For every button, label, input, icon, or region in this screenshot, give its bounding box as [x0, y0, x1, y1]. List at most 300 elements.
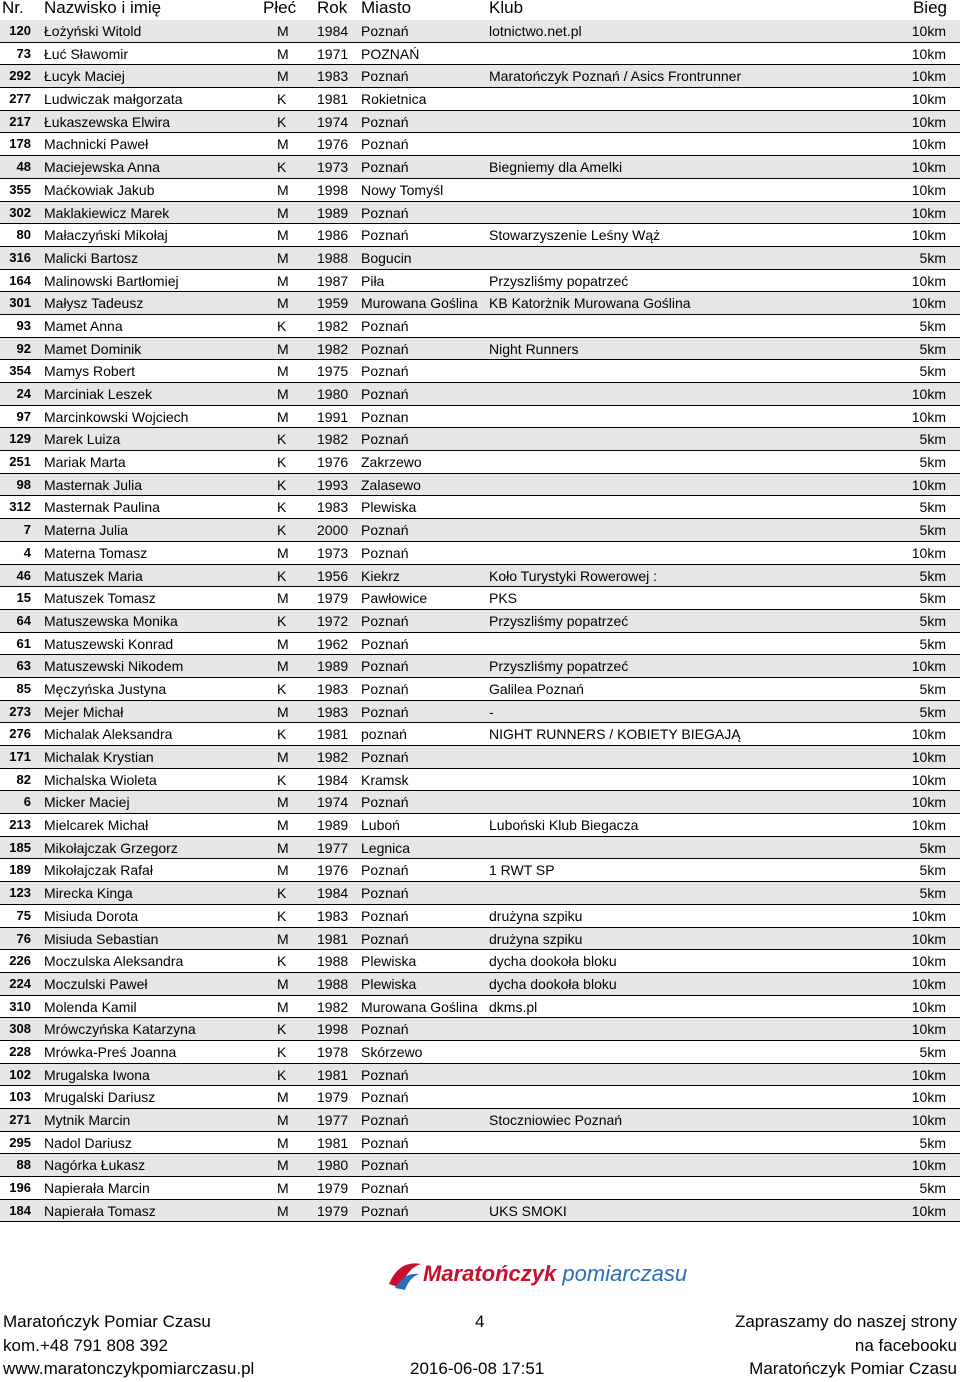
cell-distance: 10km: [911, 45, 946, 62]
cell-year: 1981: [317, 930, 349, 947]
cell-name: Marek Luiza: [44, 431, 121, 448]
cell-name: Ludwiczak małgorzata: [44, 91, 183, 108]
cell-name: Małaczyński Mikołaj: [44, 227, 168, 244]
cell-year: 1986: [317, 227, 349, 244]
cell-name: Materna Julia: [44, 522, 129, 539]
footer-facebook: na facebooku: [854, 1336, 957, 1355]
footer-datetime: 2016-06-08 17:51: [410, 1359, 545, 1378]
cell-distance: 5km: [919, 317, 946, 334]
cell-nr: 46: [16, 567, 31, 583]
cell-sex: K: [277, 771, 287, 788]
cell-year: 1988: [317, 249, 349, 266]
cell-name: Malinowski Bartłomiej: [44, 272, 179, 289]
table-row: [0, 769, 960, 792]
cell-sex: M: [277, 1112, 289, 1128]
cell-city: Poznań: [361, 658, 409, 675]
cell-club: drużyna szpiku: [489, 930, 583, 947]
cell-name: Michalak Krystian: [44, 749, 154, 765]
cell-nr: 7: [23, 522, 31, 538]
cell-club: UKS SMOKI: [489, 1202, 567, 1219]
cell-sex: M: [277, 975, 289, 992]
cell-distance: 10km: [911, 726, 946, 743]
table-row: [0, 905, 960, 928]
cell-nr: 73: [16, 45, 31, 61]
cell-nr: 4: [23, 544, 31, 560]
cell-year: 1976: [317, 454, 349, 471]
table-row: [0, 496, 960, 519]
cell-club: drużyna szpiku: [489, 907, 583, 924]
cell-distance: 10km: [911, 658, 946, 675]
header-club: Klub: [489, 0, 524, 17]
cell-year: 2000: [317, 522, 349, 539]
header-dist: Bieg: [912, 0, 947, 17]
cell-city: Piła: [361, 272, 385, 289]
cell-city: Poznań: [361, 1066, 409, 1083]
cell-distance: 10km: [911, 544, 946, 561]
header-nr: Nr.: [2, 0, 24, 17]
cell-city: Poznań: [361, 317, 409, 334]
cell-nr: 88: [16, 1157, 31, 1173]
footer-company: Maratończyk Pomiar Czasu: [3, 1312, 211, 1331]
cell-name: Matuszek Tomasz: [44, 590, 156, 607]
footer-phone: kom.+48 791 808 392: [3, 1336, 168, 1355]
cell-year: 1981: [317, 726, 349, 743]
cell-name: Maćkowiak Jakub: [44, 181, 155, 198]
cell-distance: 10km: [911, 794, 946, 811]
cell-year: 1988: [317, 975, 349, 992]
cell-name: Micker Maciej: [44, 794, 130, 811]
cell-distance: 10km: [911, 930, 946, 947]
cell-city: Poznań: [361, 340, 409, 357]
table-row: [0, 338, 960, 361]
cell-sex: M: [277, 794, 289, 811]
cell-sex: K: [277, 885, 287, 902]
table-row: [0, 837, 960, 860]
cell-distance: 5km: [919, 885, 946, 902]
cell-city: Poznań: [361, 363, 409, 380]
cell-club: Luboński Klub Biegacza: [489, 817, 639, 834]
cell-year: 1983: [317, 907, 349, 924]
cell-nr: 189: [9, 862, 31, 878]
table-row: [0, 633, 960, 656]
cell-sex: M: [277, 340, 289, 357]
table-row: [0, 1064, 960, 1087]
cell-nr: 171: [9, 749, 31, 764]
cell-nr: 273: [9, 703, 31, 719]
cell-year: 1971: [317, 45, 349, 62]
cell-nr: 271: [9, 1112, 31, 1127]
cell-distance: 5km: [919, 363, 946, 380]
cell-city: Poznań: [361, 113, 409, 130]
cell-year: 1998: [317, 181, 349, 198]
cell-name: Mytnik Marcin: [44, 1112, 131, 1128]
cell-club: Night Runners: [489, 340, 579, 357]
cell-club: Przyszliśmy popatrzeć: [489, 272, 629, 289]
cell-distance: 10km: [911, 272, 946, 289]
cell-sex: M: [277, 635, 289, 652]
cell-distance: 10km: [911, 295, 946, 312]
cell-distance: 10km: [911, 408, 946, 425]
table-row: [0, 655, 960, 678]
cell-city: Kiekrz: [361, 567, 400, 584]
table-row: [0, 1132, 960, 1155]
table-row: [0, 65, 960, 88]
cell-sex: K: [277, 726, 287, 743]
table-row: [0, 111, 960, 134]
cell-year: 1984: [317, 771, 349, 788]
cell-nr: 316: [9, 249, 31, 265]
cell-nr: 80: [16, 227, 31, 243]
table-row: [0, 701, 960, 724]
cell-distance: 5km: [919, 431, 946, 448]
cell-city: Poznań: [361, 1021, 409, 1038]
cell-nr: 98: [16, 476, 31, 492]
cell-distance: 10km: [911, 159, 946, 176]
cell-sex: K: [277, 1043, 287, 1060]
cell-year: 1983: [317, 68, 349, 85]
cell-sex: M: [277, 363, 289, 380]
cell-distance: 10km: [911, 476, 946, 493]
cell-city: Poznań: [361, 885, 409, 902]
cell-name: Misiuda Dorota: [44, 907, 139, 924]
cell-nr: 64: [16, 612, 31, 628]
cell-club: Przyszliśmy popatrzeć: [489, 658, 629, 675]
table-row: [0, 973, 960, 996]
cell-year: 1981: [317, 1066, 349, 1083]
cell-sex: M: [277, 817, 289, 834]
cell-city: Plewiska: [361, 975, 417, 992]
cell-sex: K: [277, 431, 287, 448]
cell-distance: 10km: [911, 998, 946, 1015]
cell-city: Poznań: [361, 1089, 409, 1106]
cell-nr: 276: [9, 726, 31, 742]
cell-nr: 217: [9, 113, 31, 129]
cell-city: Poznań: [361, 227, 409, 244]
cell-name: Matuszewska Monika: [44, 612, 178, 629]
cell-year: 1974: [317, 794, 349, 811]
table-row: [0, 292, 960, 315]
cell-name: Łukaszewska Elwira: [44, 113, 171, 130]
cell-city: Poznań: [361, 1180, 409, 1197]
cell-year: 1979: [317, 1089, 349, 1106]
cell-city: Poznań: [361, 386, 409, 402]
cell-name: Malicki Bartosz: [44, 249, 139, 266]
cell-nr: 226: [9, 953, 31, 969]
cell-city: Skórzewo: [361, 1043, 423, 1060]
cell-sex: M: [277, 1134, 289, 1151]
cell-sex: M: [277, 45, 289, 62]
cell-nr: 93: [16, 317, 31, 333]
cell-distance: 10km: [911, 386, 946, 402]
table-row: [0, 1154, 960, 1177]
cell-distance: 10km: [911, 975, 946, 992]
cell-sex: K: [277, 91, 287, 108]
table-row: [0, 928, 960, 951]
table-row: [0, 746, 960, 769]
cell-year: 1978: [317, 1043, 349, 1060]
cell-distance: 10km: [911, 817, 946, 834]
cell-name: Maklakiewicz Marek: [44, 204, 170, 221]
cell-year: 1962: [317, 635, 349, 652]
table-row: [0, 519, 960, 542]
cell-nr: 224: [9, 975, 31, 991]
table-row: [0, 474, 960, 497]
cell-sex: M: [277, 930, 289, 947]
table-row: [0, 247, 960, 270]
cell-name: Matuszewski Konrad: [44, 635, 174, 652]
table-row: [0, 1086, 960, 1109]
cell-distance: 10km: [911, 113, 946, 130]
cell-name: Mrugalska Iwona: [44, 1066, 150, 1083]
cell-sex: K: [277, 907, 287, 924]
cell-sex: M: [277, 998, 289, 1015]
cell-name: Masternak Paulina: [44, 499, 160, 516]
footer-invite: Zapraszamy do naszej strony: [734, 1312, 957, 1331]
logo-text: Maratończyk pomiarczasu: [423, 1261, 688, 1286]
cell-nr: 185: [9, 839, 31, 855]
cell-distance: 10km: [911, 68, 946, 85]
cell-distance: 5km: [919, 635, 946, 652]
cell-year: 1972: [317, 612, 349, 629]
cell-nr: 213: [9, 817, 31, 833]
cell-nr: 310: [9, 998, 31, 1014]
cell-distance: 5km: [919, 1134, 946, 1151]
cell-city: Poznań: [361, 23, 409, 39]
cell-year: 1973: [317, 159, 349, 176]
cell-city: Zalasewo: [361, 476, 421, 493]
cell-nr: 123: [9, 885, 31, 901]
cell-club: Przyszliśmy popatrzeć: [489, 612, 629, 629]
cell-sex: K: [277, 953, 287, 970]
cell-city: Poznań: [361, 136, 409, 153]
cell-sex: M: [277, 136, 289, 153]
cell-nr: 92: [16, 340, 31, 356]
cell-sex: M: [277, 839, 289, 856]
cell-city: Poznań: [361, 930, 409, 947]
cell-distance: 10km: [911, 227, 946, 244]
cell-sex: M: [277, 181, 289, 198]
cell-sex: M: [277, 658, 289, 675]
table-row: [0, 542, 960, 565]
table-row: [0, 791, 960, 814]
cell-nr: 228: [9, 1043, 31, 1059]
cell-city: Rokietnica: [361, 91, 427, 108]
cell-name: Mariak Marta: [44, 454, 126, 471]
footer-website: www.maratonczykpomiarczasu.pl: [3, 1359, 255, 1378]
table-row: [0, 156, 960, 179]
cell-sex: M: [277, 1157, 289, 1174]
cell-sex: K: [277, 113, 287, 130]
cell-name: Męczyńska Justyna: [44, 680, 167, 697]
table-row: [0, 1109, 960, 1132]
cell-year: 1980: [317, 386, 349, 402]
cell-sex: M: [277, 227, 289, 244]
table-row: [0, 88, 960, 111]
cell-name: Matuszek Maria: [44, 567, 143, 584]
cell-nr: 24: [16, 386, 31, 401]
table-row: [0, 270, 960, 293]
cell-name: Mrówka-Preś Joanna: [44, 1043, 177, 1060]
cell-city: Poznań: [361, 794, 409, 811]
cell-year: 1975: [317, 363, 349, 380]
cell-distance: 5km: [919, 612, 946, 629]
cell-year: 1982: [317, 431, 349, 448]
cell-sex: K: [277, 522, 287, 539]
cell-name: Masternak Julia: [44, 476, 143, 493]
cell-year: 1979: [317, 1202, 349, 1219]
cell-sex: M: [277, 408, 289, 425]
cell-name: Mamet Dominik: [44, 340, 142, 357]
runner-logo-icon: [385, 1254, 425, 1294]
table-row: [0, 565, 960, 588]
cell-city: Poznań: [361, 204, 409, 221]
cell-nr: 6: [23, 794, 31, 810]
table-row: [0, 996, 960, 1019]
cell-nr: 97: [16, 408, 31, 424]
cell-city: Kramsk: [361, 771, 409, 788]
cell-nr: 277: [9, 91, 31, 107]
cell-sex: M: [277, 295, 289, 312]
table-row: [0, 360, 960, 383]
cell-distance: 10km: [911, 907, 946, 924]
results-table: [0, 20, 960, 1222]
cell-name: Machnicki Paweł: [44, 136, 149, 153]
cell-sex: M: [277, 590, 289, 607]
cell-year: 1956: [317, 567, 349, 584]
cell-name: Marcinkowski Wojciech: [44, 408, 189, 425]
cell-name: Moczulski Paweł: [44, 975, 148, 992]
cell-distance: 10km: [911, 1089, 946, 1106]
cell-sex: M: [277, 544, 289, 561]
cell-nr: 355: [9, 181, 31, 197]
cell-club: -: [489, 703, 494, 720]
cell-sex: K: [277, 567, 287, 584]
cell-nr: 295: [9, 1134, 31, 1150]
cell-city: Poznań: [361, 544, 409, 561]
cell-year: 1998: [317, 1021, 349, 1038]
cell-city: Poznań: [361, 1134, 409, 1151]
cell-year: 1976: [317, 136, 349, 153]
cell-distance: 5km: [919, 590, 946, 607]
cell-city: Poznań: [361, 522, 409, 539]
table-row: [0, 383, 960, 406]
cell-name: Michalska Wioleta: [44, 771, 157, 788]
cell-year: 1982: [317, 749, 349, 765]
table-row: [0, 882, 960, 905]
cell-sex: M: [277, 1180, 289, 1197]
cell-club: dycha dookoła bloku: [489, 953, 617, 970]
cell-city: Poznań: [361, 1157, 409, 1174]
cell-distance: 10km: [911, 136, 946, 153]
cell-city: Poznań: [361, 862, 409, 879]
cell-name: Michalak Aleksandra: [44, 726, 173, 743]
cell-name: Maciejewska Anna: [44, 159, 160, 176]
table-row: [0, 451, 960, 474]
cell-sex: K: [277, 1066, 287, 1083]
cell-city: Poznań: [361, 159, 409, 176]
cell-nr: 103: [9, 1089, 31, 1105]
cell-sex: M: [277, 249, 289, 266]
cell-year: 1982: [317, 340, 349, 357]
header-city: Miasto: [361, 0, 412, 17]
cell-distance: 5km: [919, 249, 946, 266]
cell-city: Murowana Goślina: [361, 295, 478, 312]
cell-sex: K: [277, 680, 287, 697]
cell-year: 1979: [317, 1180, 349, 1197]
cell-nr: 120: [9, 23, 31, 38]
cell-sex: M: [277, 272, 289, 289]
cell-distance: 10km: [911, 1066, 946, 1083]
cell-distance: 10km: [911, 749, 946, 765]
cell-sex: K: [277, 1021, 287, 1038]
cell-name: Mejer Michał: [44, 703, 124, 720]
cell-nr: 129: [9, 431, 31, 447]
cell-sex: K: [277, 317, 287, 334]
table-row: [0, 406, 960, 429]
cell-club: Stowarzyszenie Leśny Wąż: [489, 227, 661, 244]
cell-distance: 10km: [911, 23, 946, 39]
table-row: [0, 133, 960, 156]
cell-city: Poznań: [361, 1112, 409, 1128]
cell-name: Mikołajczak Rafał: [44, 862, 153, 879]
cell-nr: 164: [9, 272, 31, 288]
cell-club: dycha dookoła bloku: [489, 975, 617, 992]
cell-distance: 10km: [911, 771, 946, 788]
cell-year: 1988: [317, 953, 349, 970]
cell-name: Łuć Sławomir: [44, 45, 129, 62]
cell-sex: M: [277, 749, 289, 765]
cell-year: 1981: [317, 1134, 349, 1151]
header-sex: Płeć: [263, 0, 297, 17]
cell-year: 1984: [317, 23, 349, 39]
cell-city: Plewiska: [361, 953, 417, 970]
cell-year: 1981: [317, 91, 349, 108]
footer-page-number: 4: [475, 1312, 485, 1331]
cell-city: Poznań: [361, 431, 409, 448]
cell-city: Poznań: [361, 68, 409, 85]
cell-distance: 10km: [911, 204, 946, 221]
cell-distance: 5km: [919, 862, 946, 879]
cell-nr: 48: [16, 159, 31, 175]
cell-sex: M: [277, 23, 289, 39]
cell-nr: 85: [16, 680, 31, 696]
table-row: [0, 1018, 960, 1041]
cell-sex: K: [277, 159, 287, 176]
cell-city: Legnica: [361, 839, 411, 856]
cell-name: Mielcarek Michał: [44, 817, 149, 834]
cell-city: Poznań: [361, 635, 409, 652]
cell-nr: 76: [16, 930, 31, 946]
table-row: [0, 1200, 960, 1223]
header-name: Nazwisko i imię: [44, 0, 162, 17]
cell-year: 1977: [317, 1112, 349, 1128]
cell-distance: 5km: [919, 1043, 946, 1060]
table-header: [0, 0, 960, 20]
table-row: [0, 428, 960, 451]
cell-name: Marciniak Leszek: [44, 386, 153, 402]
cell-name: Moczulska Aleksandra: [44, 953, 184, 970]
cell-sex: M: [277, 68, 289, 85]
cell-nr: 292: [9, 68, 31, 84]
cell-city: Bogucin: [361, 249, 412, 266]
cell-sex: K: [277, 454, 287, 471]
cell-name: Mrówczyńska Katarzyna: [44, 1021, 196, 1038]
cell-sex: M: [277, 862, 289, 879]
table-row: [0, 1041, 960, 1064]
cell-name: Mamys Robert: [44, 363, 136, 380]
cell-name: Materna Tomasz: [44, 544, 148, 561]
cell-name: Nagórka Łukasz: [44, 1157, 146, 1174]
